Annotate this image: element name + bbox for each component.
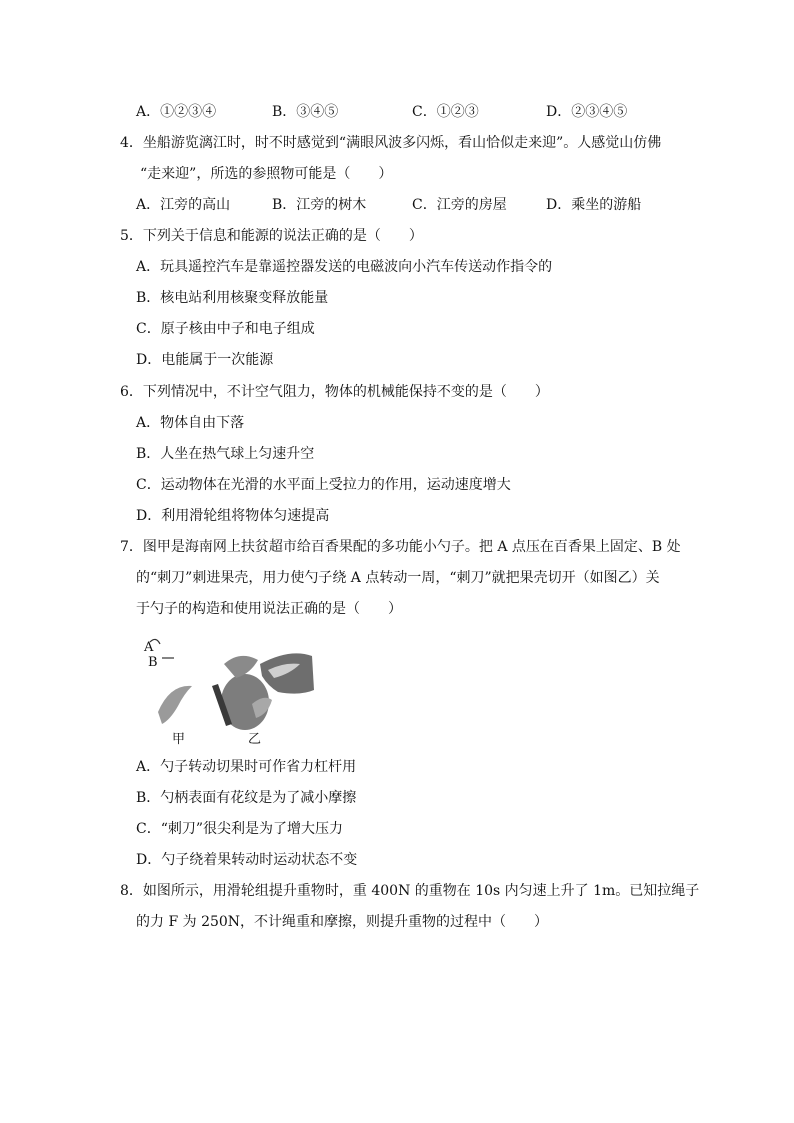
- q7-stem-line3: 于勺子的构造和使用说法正确的是（ ）: [136, 601, 402, 617]
- q4-option-a: A．江旁的高山: [136, 197, 231, 213]
- hand-shape: [260, 653, 314, 693]
- q3-option-a: A．①②③④: [136, 104, 217, 120]
- q6-option-b: B．人坐在热气球上匀速升空: [136, 446, 315, 462]
- q6-option-a: A．物体自由下落: [136, 415, 245, 431]
- q7-stem-line2: 的“刺刀”刺进果壳，用力使勺子绕 A 点转动一周，“刺刀”就把果壳切开（如图乙）关: [136, 570, 660, 586]
- q3-option-d: D．②③④⑤: [546, 104, 628, 120]
- q6-option-d: D．利用滑轮组将物体匀速提高: [136, 508, 330, 524]
- q5-stem: 5．下列关于信息和能源的说法正确的是（ ）: [120, 228, 423, 244]
- point-b-label: B: [148, 655, 158, 670]
- q4-option-d: D．乘坐的游船: [546, 197, 642, 213]
- q5-option-d: D．电能属于一次能源: [136, 352, 274, 368]
- q7-option-b: B．勺柄表面有花纹是为了减小摩擦: [136, 790, 357, 806]
- q7-stem-line1: 7．图甲是海南网上扶贫超市给百香果配的多功能小勺子。把 A 点压在百香果上固定、B 处: [120, 539, 681, 555]
- q8-stem-line1: 8．如图所示，用滑轮组提升重物时，重 400N 的重物在 10s 内匀速上升了 1m。已知拉绳子: [120, 883, 700, 899]
- q8-stem-line2: 的力 F 为 250N，不计绳重和摩擦，则提升重物的过程中（ ）: [136, 914, 549, 930]
- q4-stem-line1: 4．坐船游览漓江时，时不时感觉到“满眼风波多闪烁，看山恰似走来迎”。人感觉山仿佛: [120, 135, 662, 151]
- q7-option-a: A．勺子转动切果时可作省力杠杆用: [136, 759, 357, 775]
- q5-option-b: B．核电站利用核聚变释放能量: [136, 290, 329, 306]
- spoon-figure: [140, 634, 320, 752]
- spoon-figure-drawing: [140, 634, 320, 752]
- q3-option-c: C．①②③: [412, 104, 479, 120]
- q6-stem: 6．下列情况中，不计空气阻力，物体的机械能保持不变的是（ ）: [120, 384, 549, 400]
- figure-yi-label: 乙: [248, 732, 262, 747]
- point-a-label: A: [144, 640, 154, 655]
- q5-option-a: A．玩具遥控汽车是靠遥控器发送的电磁波向小汽车传送动作指令的: [136, 259, 553, 275]
- q7-option-c: C．“刺刀”很尖利是为了增大压力: [136, 821, 344, 837]
- q4-option-c: C．江旁的房屋: [412, 197, 507, 213]
- fruit-top-shape: [224, 656, 258, 678]
- q4-stem-line2: “走来迎”，所选的参照物可能是（ ）: [140, 166, 393, 182]
- q3-option-b: B．③④⑤: [272, 104, 339, 120]
- q4-option-b: B．江旁的树木: [272, 197, 367, 213]
- q6-option-c: C．运动物体在光滑的水平面上受拉力的作用，运动速度增大: [136, 477, 511, 493]
- q5-option-c: C．原子核由中子和电子组成: [136, 321, 315, 337]
- q7-option-d: D．勺子绕着果转动时运动状态不变: [136, 852, 358, 868]
- figure-jia-label: 甲: [172, 732, 186, 747]
- spoon-bowl-shape: [158, 686, 192, 724]
